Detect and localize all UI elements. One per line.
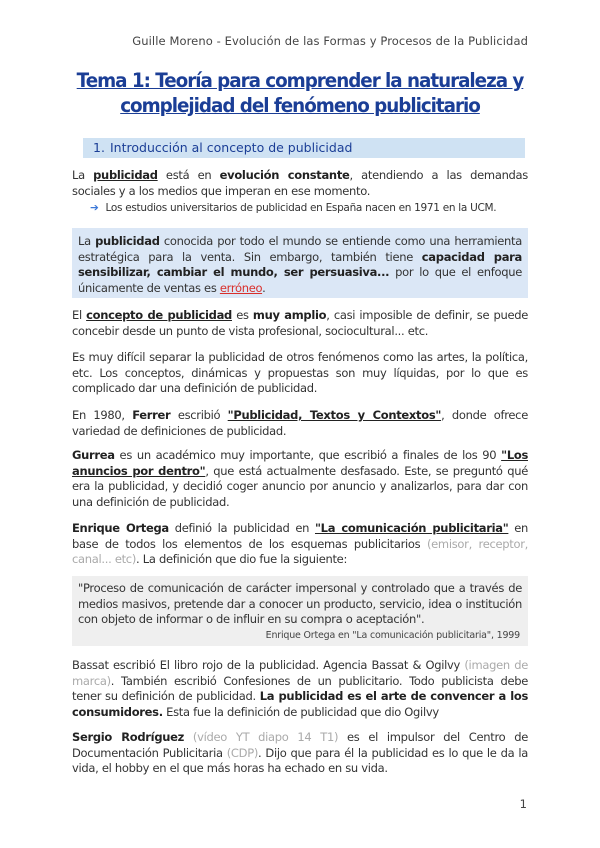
paragraph-4: En 1980, Ferrer escribió "Publicidad, Textos y Contextos", donde ofrece variedad de definiciones de publicidad. (72, 408, 528, 438)
title-line-2: complejidad del fenómeno publicitario (120, 94, 480, 117)
paragraph-2: El concepto de publicidad es muy amplio, casi imposible de definir, se puede concebir desde un punto de vista profesional, sociocultural... etc. (72, 308, 529, 338)
paragraph-6: Enrique Ortega definió la publicidad en "La comunicación publicitaria" en base de todos los elementos de los esquemas publicitarios (emisor, receptor, canal... etc). La definición que dio fue la siguiente: (72, 521, 529, 566)
bullet-text: Los estudios universitarios de publicidad en España nacen en 1971 en la UCM. (105, 202, 497, 214)
paragraph-3: Es muy difícil separar la publicidad de otros fenómenos como las artes, la política, etc. Los conceptos, dinámicas y propuestas son muy líquidas, por lo que es complicado dar una definición de publicidad. (72, 350, 528, 395)
highlight-box (72, 228, 528, 298)
paragraph-5: Gurrea es un académico muy importante, que escribió a finales de los 90 "Los anuncios por dentro", que está actualmente desfasado. Este, se preguntó qué era la publicidad, y decidió coger anuncio por anuncio y analizarlos, para dar con una definición de publicidad. (72, 448, 528, 509)
paragraph-8: Sergio Rodríguez (vídeo YT diapo 14 T1) es el impulsor del Centro de Documentación Publicitaria (CDP). Dijo que para él la publicidad es lo que le da la vida, el hobby en el que más horas ha echado en su vida. (72, 730, 529, 775)
page-title (74, 68, 525, 118)
page-number: 1 (519, 797, 527, 811)
highlight-text: La publicidad conocida por todo el mundo se entiende como una herramienta estratégica para la venta. Sin embargo, también tiene capacidad para sensibilizar, cambiar el mundo, ser persuasiva... por lo que el enfoque únicamente de ventas es erróneo. (78, 234, 523, 295)
quote-text: "Proceso de comunicación de carácter impersonal y controlado que a través de medios masivos, pretende dar a conocer un producto, servicio, idea o institución con objeto de informar o de influir en su compra o aceptación". (78, 581, 522, 626)
quote-citation: Enrique Ortega en "La comunicación publicitaria", 1999 (265, 630, 520, 641)
section-number: 1. (93, 140, 105, 155)
bullet-item (90, 202, 496, 214)
quote-box (72, 576, 528, 646)
title-line-1: Tema 1: Teoría para comprender la naturaleza y (76, 69, 524, 92)
section-heading (83, 138, 525, 158)
page-header: Guille Moreno - Evolución de las Formas y Procesos de la Publicidad (132, 34, 528, 48)
section-label: Introducción al concepto de publicidad (110, 140, 353, 155)
paragraph-7: Bassat escribió El libro rojo de la publicidad. Agencia Bassat & Ogilvy (imagen de marca). También escribió Confesiones de un publicitario. Todo publicista debe tener su definición de publicidad. La publicidad es el arte de convencer a los consumidores. Esta fue la definición de publicidad que dio Ogilvy (72, 658, 528, 719)
paragraph-1: La publicidad está en evolución constante, atendiendo a las demandas sociales y a los medios que imperan en ese momento. (72, 168, 528, 198)
arrow-icon: ➔ (90, 202, 99, 214)
